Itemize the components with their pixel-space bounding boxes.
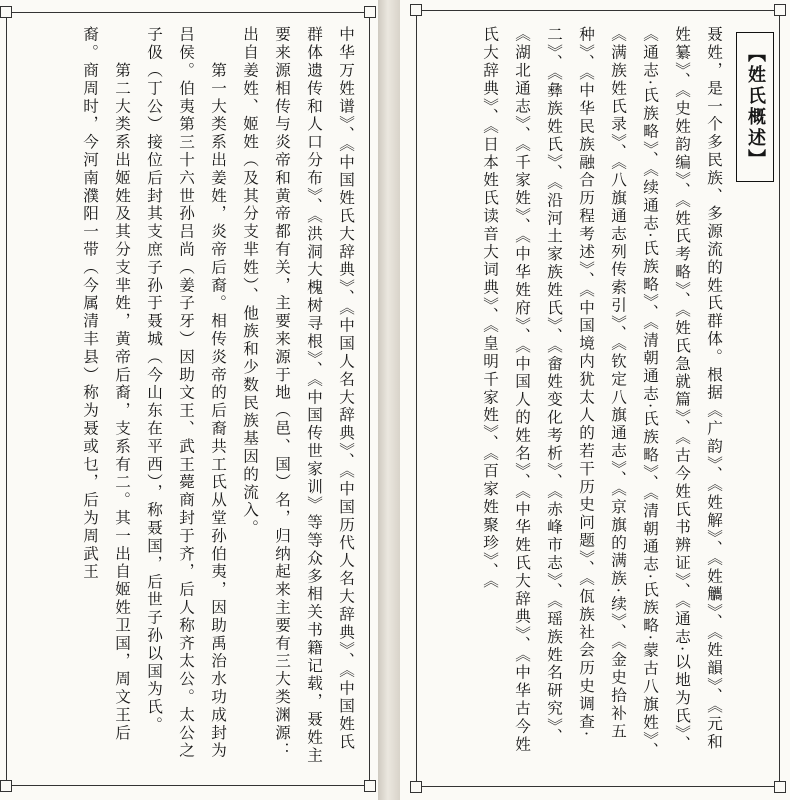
text-column: 觿》、《姓韻》、《元和姓纂》、《史姓韵编》、《姓氏考略》、《姓氏急就篇	[673, 26, 723, 752]
text-column: 《畲姓变化考析》、《赤峰市志》、《瑶族姓名研究》、《湖北通志》、《千家	[513, 26, 563, 746]
border-corner-ornament	[0, 6, 12, 18]
right-page	[400, 0, 790, 800]
text-column: 辞典》、《中国姓氏群体遗传和人口分布》、《洪洞大槐树寻根》、《中国传世	[305, 26, 355, 752]
text-column: 满族姓氏录》、《八旗通志列传索引》、《钦定八旗通志》、《京旗的满族·续	[609, 43, 627, 613]
right-page-body-text	[426, 26, 730, 766]
text-column: 芈姓）、他族和少数民族基因的流入。	[241, 240, 259, 538]
text-column: 历史问题》、《佤族社会历史调查·二》、《彝族姓氏》、《沿河土家族姓氏》、	[545, 26, 595, 739]
border-corner-ornament	[410, 4, 422, 16]
text-column: 》、《金史拾补五种》、《中华民族融合历程考述》、《中国境内犹太人的若干	[577, 26, 627, 741]
text-column: 源于地（邑、国）名，归纳起来主要有三大类渊源：出自姜姓、姬姓（及其分支	[241, 26, 291, 760]
text-column: ·氏族略》、《清朝通志·氏族略》、《清朝通志·氏族略·蒙古八旗姓》、《	[609, 26, 659, 760]
border-corner-ornament	[364, 6, 376, 18]
border-corner-ornament	[774, 781, 786, 793]
text-column: 中华万姓谱》、《中国姓氏大辞典》、《中国人名大辞典》、《中国历代人名大	[337, 26, 355, 606]
text-column: 姓》、《中华姓府》、《中国人的姓名》、《中华姓氏大辞典》、《中华古今姓	[513, 189, 531, 754]
text-column: 齐，后人称齐太公。太公之子伋（丁公）接位后封其支庶子孙于聂城（今山东在	[145, 26, 195, 760]
text-column: 治水功成封为吕侯。伯夷第三十六世孙吕尚（姜子牙）因助文王、武王薨商封于	[177, 26, 227, 760]
text-column: 周文王后裔。商周时，今河南濮阳一带（今属清丰县）称为聂或乜，后为周武王	[81, 26, 131, 743]
text-column: 家训》等等众多相关书籍记载，聂姓主要来源相传与炎帝和黄帝都有关，主要来	[273, 26, 323, 765]
text-column: 第一大类系出姜姓，炎帝后裔。相传炎帝的后裔共工氏从堂孙伯夷，因助禹	[209, 26, 227, 653]
text-column: 氏大辞典》、《日本姓氏读音大词典》、《皇明千家姓》、《百家姓聚珍》、《	[481, 26, 499, 591]
text-column: 聂姓，是一个多民族、多源流的姓氏群体。根据《广韵》、《姓解》、《姓	[705, 26, 723, 586]
border-corner-ornament	[410, 781, 422, 793]
text-column: 》、《古今姓氏书辨证》、《通志·以地为氏》、《通志·氏族略》、《续通志	[641, 26, 691, 753]
border-corner-ornament	[364, 780, 376, 792]
section-title: 【姓氏概述】	[745, 44, 766, 170]
text-column: 第二大类系出姬姓及其分支芈姓，黄帝后裔，支系有二。其一出自姬姓卫国，	[113, 26, 131, 671]
text-column: 平西），称聂国，后世子孙以国为氏。	[145, 437, 163, 735]
book-gutter	[378, 0, 400, 800]
border-corner-ornament	[0, 780, 12, 792]
left-page-body-text	[14, 26, 362, 766]
section-title-box	[736, 32, 774, 182]
left-page	[0, 0, 378, 800]
border-corner-ornament	[774, 4, 786, 16]
